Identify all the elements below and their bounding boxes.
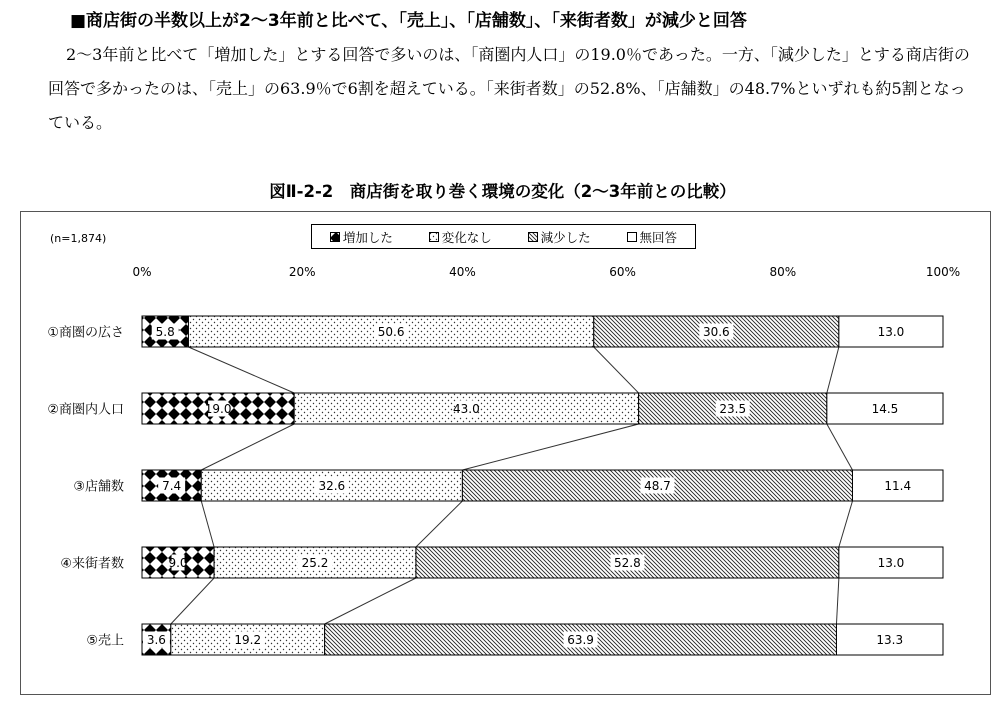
x-tick-label: 60% (609, 265, 636, 279)
connector-line (827, 424, 853, 470)
connector-line (188, 347, 294, 393)
connector-line (594, 347, 639, 393)
category-label: ①商圏の広さ (47, 325, 124, 341)
data-label: 11.4 (884, 479, 912, 493)
x-tick-label: 100% (925, 265, 961, 279)
x-tick-label: 80% (769, 265, 797, 279)
legend-label-increase: 増加した (342, 229, 393, 245)
data-label: 19.0 (204, 402, 232, 416)
connector-line (201, 424, 294, 470)
connector-line (171, 578, 214, 624)
data-label: 3.6 (146, 633, 166, 647)
figure-title: 図Ⅱ-2-2 商店街を取り巻く環境の変化（2～3年前との比較） (269, 182, 736, 201)
summary-paragraph: 2～3年前と比べて「増加した」とする回答で多いのは、「商圏内人口」の19.0％であった。一方、「減少した」とする商店街の回答で多かったのは、「売上」の63.9％で6割を超えている。「来街者数」の52.8%、「店舗数」の48.7%といずれも約5割となっている。 (48, 45, 970, 132)
connector-line (827, 347, 839, 393)
category-label: ③店舗数 (73, 479, 124, 495)
data-label: 43.0 (453, 402, 480, 416)
data-label: 19.2 (234, 633, 262, 647)
legend-label-nochange: 変化なし (441, 229, 492, 245)
connector-line (839, 501, 853, 547)
x-tick-label: 20% (288, 265, 316, 279)
connector-line (416, 501, 462, 547)
data-label: 13.0 (877, 325, 905, 339)
x-tick-label: 0% (132, 265, 152, 279)
data-label: 48.7 (644, 479, 671, 493)
x-tick-label: 40% (449, 265, 476, 279)
data-label: 25.2 (301, 556, 329, 570)
data-label: 13.0 (877, 556, 905, 570)
page-heading: ■商店街の半数以上が2～3年前と比べて、「売上」、「店舗数」、「来街者数」が減少と回答 (70, 11, 747, 31)
category-label: ④来街者数 (60, 556, 124, 572)
legend-label-noanswer: 無回答 (639, 229, 678, 245)
legend-label-decrease: 減少した (540, 229, 591, 245)
connector-line (201, 501, 214, 547)
data-label: 32.6 (318, 479, 346, 493)
data-label: 23.5 (719, 402, 747, 416)
data-label: 63.9 (567, 633, 594, 647)
category-label: ②商圏内人口 (47, 402, 124, 418)
connector-line (836, 578, 838, 624)
data-label: 7.4 (162, 479, 182, 493)
data-label: 9.0 (168, 556, 188, 570)
data-label: 30.6 (702, 325, 730, 339)
connector-line (462, 424, 638, 470)
connector-line (325, 578, 416, 624)
sample-size-note: (n=1,874) (50, 232, 107, 245)
data-label: 5.8 (155, 325, 175, 339)
data-label: 52.8 (614, 556, 641, 570)
data-label: 14.5 (871, 402, 899, 416)
category-label: ⑤売上 (86, 633, 124, 649)
data-label: 13.3 (876, 633, 904, 647)
data-label: 50.6 (377, 325, 405, 339)
